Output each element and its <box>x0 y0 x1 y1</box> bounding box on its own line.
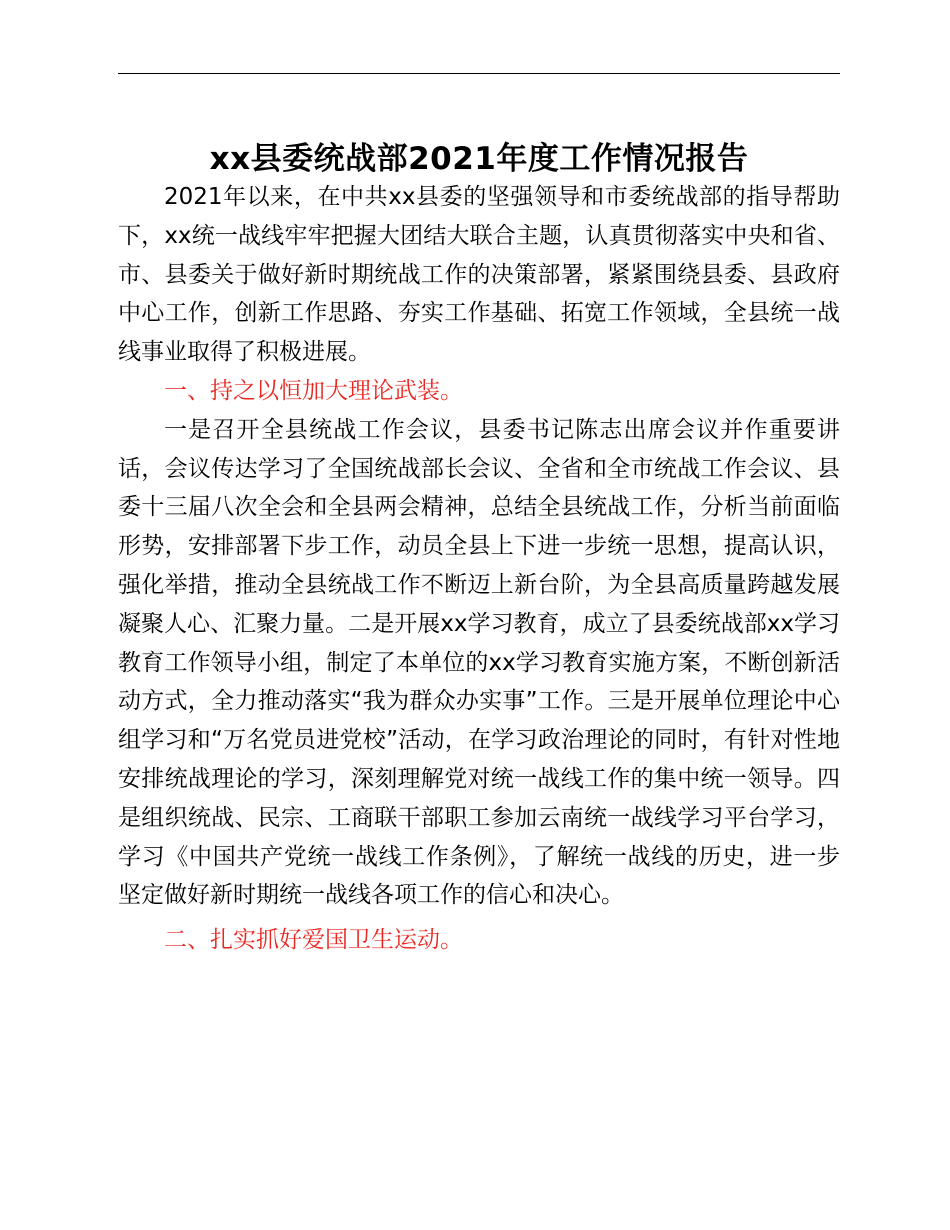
section-1-heading: 一、持之以恒加大理论武装。 <box>164 377 463 404</box>
document-title: xx县委统战部2021年度工作情况报告 <box>209 141 749 177</box>
section-1-paragraph: 一是召开全县统战工作会议，县委书记陈志出席会议并作重要讲话，会议传达学习了全国统战部长会议、全省和全市统战工作会议、县委十三届八次全会和全县两会精神，总结全县统战工作，分析当前面临形势，安排部署下步工作，动员全县上下进一步统一思想，提高认识，强化举措，推动全县统战工作不断迈上新台阶，为全县高质量跨越发展凝聚人心、汇聚力量。二是开展xx学习教育，成立了县委统战部xx学习教育工作领导小组，制定了本单位的xx学习教育实施方案，不断创新活动方式，全力推动落实“我为群众办实事”工作。三是开展单位理论中心组学习和“万名党员进党校”活动，在学习政治理论的同时，有针对性地安排统战理论的学习，深刻理解党对统一战线工作的集中统一领导。四是组织统战、民宗、工商联干部职工参加云南统一战线学习平台学习，学习《中国共产党统一战线工作条例》，了解统一战线的历史，进一步坚定做好新时期统一战线各项工作的信心和决心。 <box>118 416 840 909</box>
document-body <box>118 178 840 960</box>
header-rule <box>118 73 840 74</box>
section-2-heading: 二、扎实抓好爱国卫生运动。 <box>164 927 463 954</box>
intro-paragraph: 2021年以来，在中共xx县委的坚强领导和市委统战部的指导帮助下，xx统一战线牢牢把握大团结大联合主题，认真贯彻落实中央和省、市、县委关于做好新时期统战工作的决策部署，紧紧围绕县委、县政府中心工作，创新工作思路、夯实工作基础、拓宽工作领域，全县统一战线事业取得了积极进展。 <box>118 184 840 366</box>
